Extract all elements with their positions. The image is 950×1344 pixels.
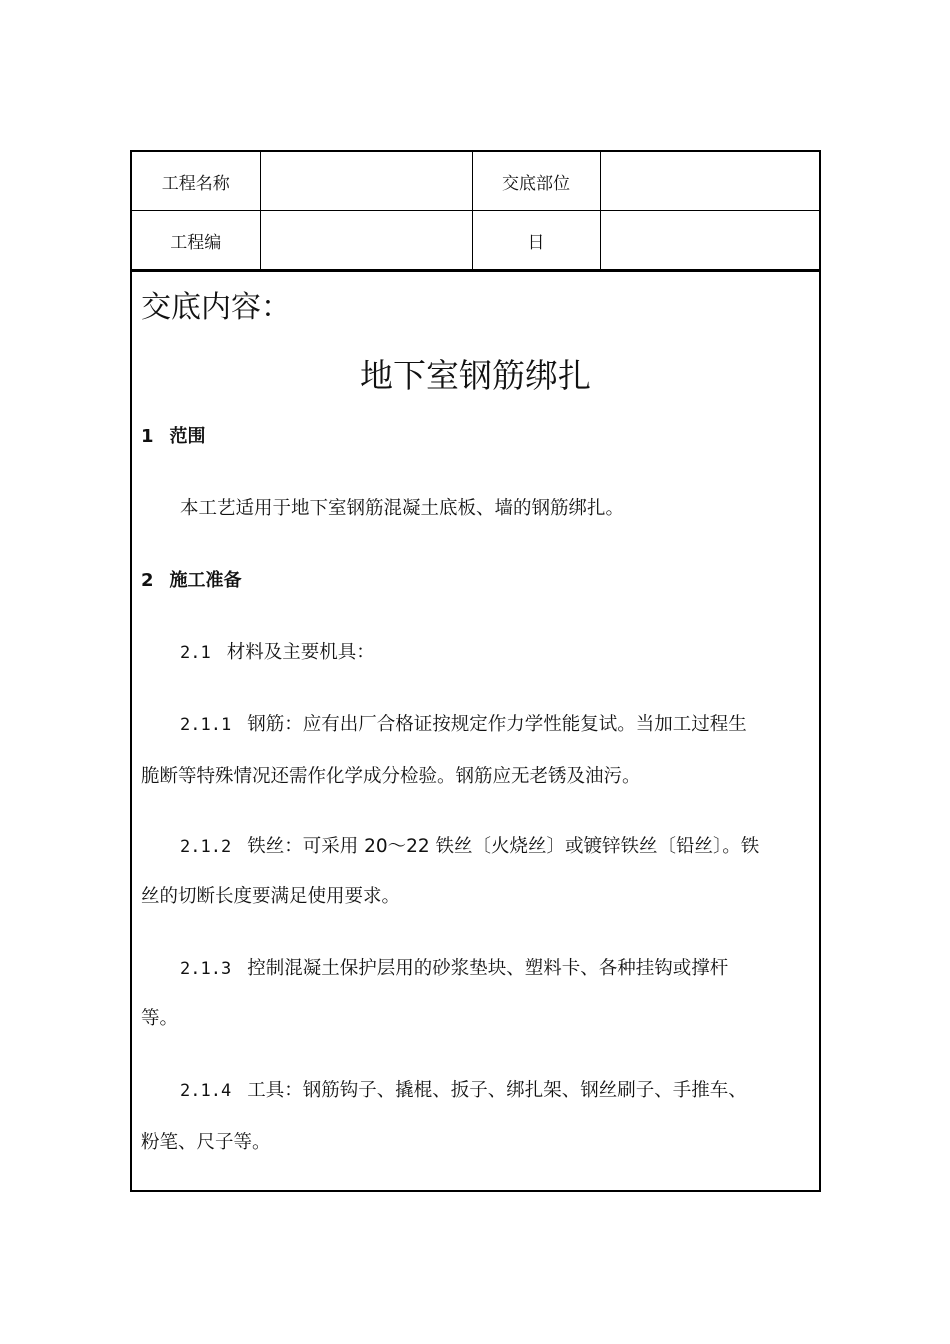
project-no-label: 工程编	[132, 211, 260, 270]
header-row-1	[132, 152, 819, 211]
item-2-1-4-line2: 粉笔、尺子等。	[141, 1132, 271, 1153]
disclosure-part-field[interactable]	[600, 152, 819, 211]
header-table	[132, 152, 819, 270]
item-2-1-1-line2: 脆断等特殊情况还需作化学成分检验。钢筋应无老锈及油污。	[141, 766, 641, 787]
content-label: 交底内容：	[141, 290, 291, 325]
item-2-1-text: 材料及主要机具：	[226, 642, 375, 663]
item-2-1-3-text: 控制混凝土保护层用的砂浆垫块、塑料卡、各种挂钩或撑杆	[247, 958, 729, 979]
section-2-heading	[141, 566, 242, 592]
item-2-1-4-text: 工具：钢筋钩子、撬棍、扳子、绑扎架、钢丝刷子、手推车、	[247, 1080, 747, 1101]
item-2-1-2-number: 2.1.2	[180, 837, 232, 857]
date-field[interactable]	[600, 211, 819, 270]
section-1-title: 范围	[169, 426, 206, 447]
date-label: 日	[472, 211, 600, 270]
item-2-1-3-line1	[180, 954, 728, 980]
header-row-2	[132, 211, 819, 270]
item-2-1-4-number: 2.1.4	[180, 1081, 232, 1101]
item-2-1-3-line2: 等。	[141, 1008, 179, 1029]
item-2-1-3-number: 2.1.3	[180, 959, 232, 979]
section-1-number: 1	[141, 426, 154, 447]
section-1-heading	[141, 422, 206, 448]
content-area	[132, 270, 819, 1153]
section-2-title: 施工准备	[169, 570, 242, 591]
item-2-1-1-text: 钢筋：应有出厂合格证按规定作力学性能复试。当加工过程生	[247, 714, 747, 735]
scope-text: 本工艺适用于地下室钢筋混凝土底板、墙的钢筋绑扎。	[180, 498, 625, 519]
item-2-1-number: 2.1	[180, 643, 211, 663]
item-2-1-4-line1	[180, 1076, 747, 1102]
project-name-field[interactable]	[260, 152, 472, 211]
section-2-number: 2	[141, 570, 154, 591]
item-2-1-2-line2: 丝的切断长度要满足使用要求。	[141, 886, 401, 907]
disclosure-form	[130, 150, 821, 1192]
item-2-1	[180, 638, 375, 664]
item-2-1-2-text: 铁丝：可采用 20～22 铁丝〔火烧丝〕或镀锌铁丝〔铅丝〕。铁	[247, 836, 760, 857]
project-name-label: 工程名称	[132, 152, 260, 211]
disclosure-part-label: 交底部位	[472, 152, 600, 211]
project-no-field[interactable]	[260, 211, 472, 270]
item-2-1-1-number: 2.1.1	[180, 715, 232, 735]
document-title: 地下室钢筋绑扎	[360, 356, 591, 395]
item-2-1-1-line1	[180, 710, 747, 736]
item-2-1-2-line1	[180, 832, 759, 858]
